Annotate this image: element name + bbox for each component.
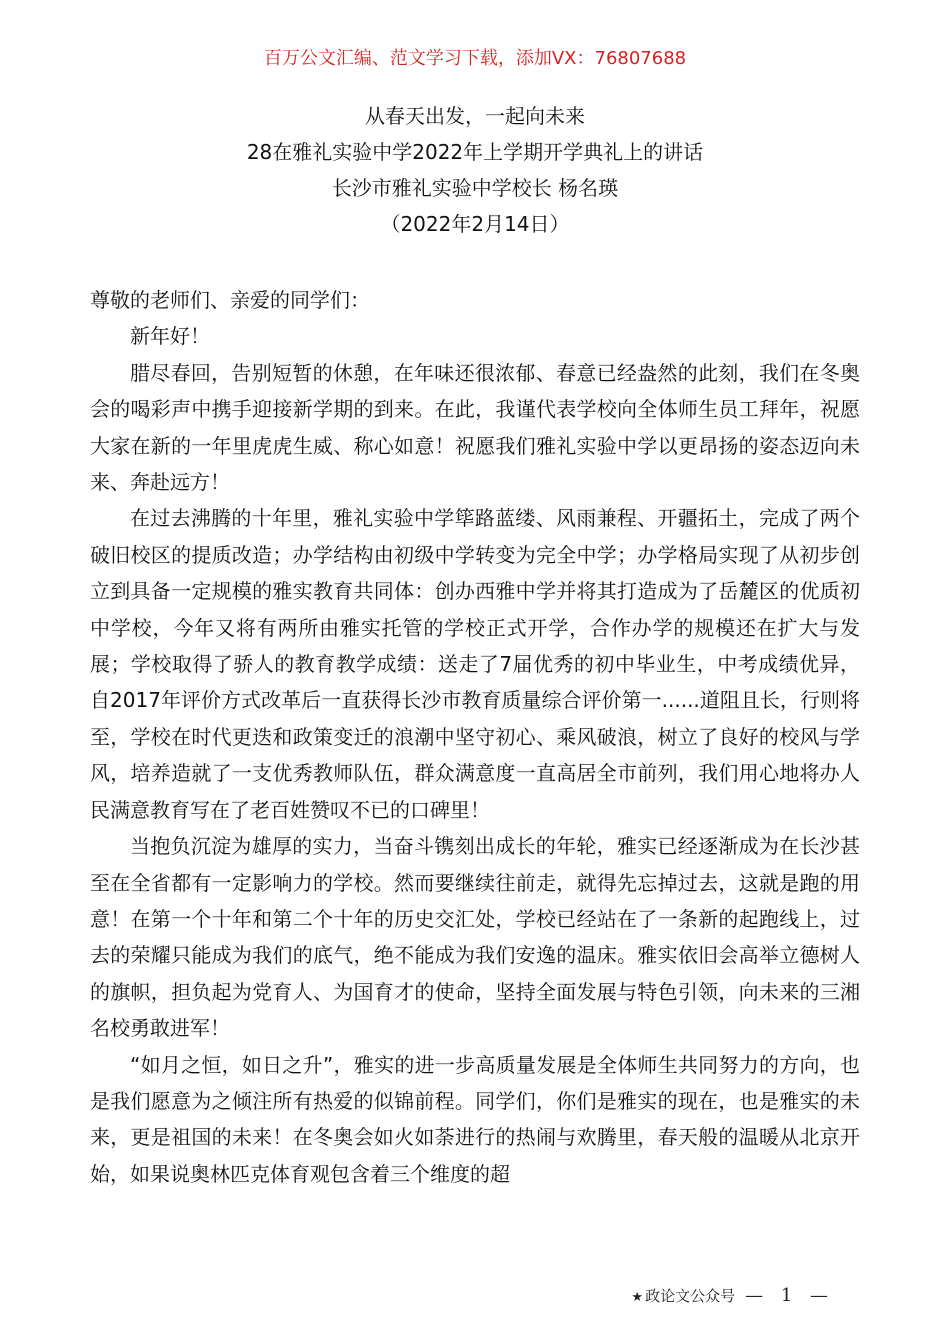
speech-body xyxy=(90,282,860,1192)
speech-subtitle: 28在雅礼实验中学2022年上学期开学典礼上的讲话 xyxy=(246,140,704,164)
promo-banner: 百万公文汇编、范文学习下载，添加VX：76807688 xyxy=(263,48,687,69)
paragraph-past-decade: 在过去沸腾的十年里，雅礼实验中学筚路蓝缕、风雨兼程、开疆拓土，完成了两个破旧校区的提质改造；办学结构由初级中学转变为完全中学；办学格局实现了从初步创立到具备一定规模的雅实教育共同体：创办西雅中学并将其打造成为了岳麓区的优质初中学校，今年又将有两所由雅实托管的学校正式开学，合作办学的规模还在扩大与发展；学校取得了骄人的教育教学成绩：送走了7届优秀的初中毕业生，中考成绩优异，自2017年评价方式改革后一直获得长沙市教育质量综合评价第一......道阻且长，行则将至，学校在时代更迭和政策变迁的浪潮中坚守初心、乘风破浪，树立了良好的校风与学风，培养造就了一支优秀教师队伍，群众满意度一直高居全市前列，我们用心地将办人民满意教育写在了老百姓赞叹不已的口碑里！ xyxy=(90,506,860,822)
page-number: — 1 — xyxy=(745,1285,834,1306)
paragraph-new-semester: 腊尽春回，告别短暂的休憩，在年味还很浓郁、春意已经盎然的此刻，我们在冬奥会的喝彩声中携手迎接新学期的到来。在此，我谨代表学校向全体师生员工拜年，祝愿大家在新的一年里虎虎生威、称心如意！祝愿我们雅礼实验中学以更昂扬的姿态迈向未来、奔赴远方！ xyxy=(90,360,860,495)
salutation: 尊敬的老师们、亲爱的同学们： xyxy=(90,288,370,312)
paragraph-greeting: 新年好！ xyxy=(130,324,210,349)
speech-title: 从春天出发，一起向未来 xyxy=(365,104,585,128)
paragraph-new-start: 当抱负沉淀为雄厚的实力，当奋斗镌刻出成长的年轮，雅实已经逐渐成为在长沙甚至在全省都有一定影响力的学校。然而要继续往前走，就得先忘掉过去，这就是跑的用意！在第一个十年和第二个十年的历史交汇处，学校已经站在了一条新的起跑线上，过去的荣耀只能成为我们的底气，绝不能成为我们安逸的温床。雅实依旧会高举立德树人的旗帜，担负起为党育人、为国育才的使命，坚持全面发展与特色引领，向未来的三湘名校勇敢进军！ xyxy=(90,834,860,1041)
footer-source: 政论文公众号 xyxy=(645,1287,736,1305)
title-block xyxy=(0,98,950,242)
speech-author: 长沙市雅礼实验中学校长 杨名瑛 xyxy=(331,176,619,200)
speech-date: （2022年2月14日） xyxy=(380,212,570,236)
star-icon: ★ xyxy=(631,1290,644,1305)
paragraph-future: “如月之恒，如日之升”，雅实的进一步高质量发展是全体师生共同努力的方向，也是我们愿意为之倾注所有热爱的似锦前程。同学们，你们是雅实的现在，也是雅实的未来，更是祖国的未来！在冬奥会如火如荼进行的热闹与欢腾里，春天般的温暖从北京开始，如果说奥林匹克体育观包含着三个维度的超 xyxy=(90,1052,860,1186)
page-footer xyxy=(631,1284,834,1310)
